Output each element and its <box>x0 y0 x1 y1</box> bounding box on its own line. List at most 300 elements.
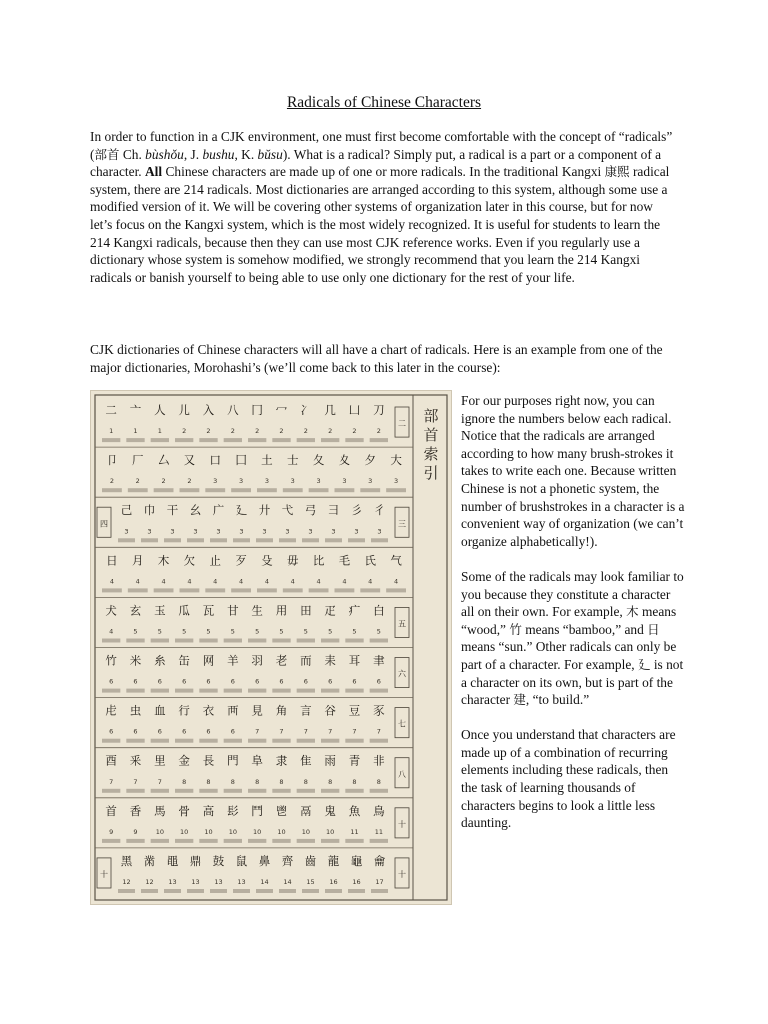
text-run: In order to function in a CJK environment, one must first become comfortable with the concept of “radicals” ( <box>90 129 673 162</box>
stroke-count: 8 <box>376 777 381 786</box>
stroke-count: 8 <box>255 777 260 786</box>
page-ref-smudge <box>297 839 315 843</box>
stroke-count: 6 <box>109 727 114 736</box>
stroke-count: 3 <box>290 477 295 486</box>
radical-glyph: 歹 <box>235 553 247 568</box>
radical-glyph: 瓦 <box>202 603 215 618</box>
radical-glyph: 人 <box>154 403 166 417</box>
stroke-count: 10 <box>253 827 262 836</box>
stroke-count: 7 <box>328 727 333 736</box>
radical-glyph: 豕 <box>373 703 385 718</box>
radical-glyph: 干 <box>166 503 179 518</box>
page-ref-smudge <box>175 689 193 693</box>
stroke-count: 5 <box>279 627 284 636</box>
text-run: means “bamboo,” and <box>521 621 648 637</box>
radical-glyph: 糸 <box>154 653 166 668</box>
page-ref-smudge <box>199 689 217 693</box>
page-ref-smudge <box>151 689 169 693</box>
stroke-count: 6 <box>206 727 211 736</box>
stroke-count: 6 <box>157 727 162 736</box>
page-ref-smudge <box>297 639 315 643</box>
stroke-count: 2 <box>279 427 284 436</box>
stroke-count: 13 <box>214 878 223 886</box>
radical-glyph: 冖 <box>275 403 288 417</box>
page-ref-smudge <box>248 839 266 843</box>
radical-glyph: 夊 <box>338 453 351 468</box>
radical-glyph: 己 <box>120 503 133 518</box>
side-column <box>461 392 687 849</box>
stroke-marker-label: 八 <box>398 769 406 779</box>
page-ref-smudge <box>164 889 181 893</box>
radical-glyph: 卩 <box>106 453 118 468</box>
page-ref-smudge <box>151 739 169 743</box>
intro-paragraph <box>90 128 678 286</box>
stroke-count: 10 <box>277 827 286 836</box>
radical-glyph: 玄 <box>129 603 142 618</box>
page-ref-smudge <box>297 739 315 743</box>
page-ref-smudge <box>248 438 266 442</box>
sun-char: 日 <box>647 621 660 637</box>
radical-glyph: 瓜 <box>178 603 190 618</box>
stroke-count: 3 <box>170 527 175 536</box>
radical-glyph: 鬼 <box>324 803 336 818</box>
radical-glyph: 羽 <box>251 653 263 668</box>
radical-glyph: 田 <box>300 603 312 618</box>
radical-glyph: 老 <box>275 653 288 668</box>
radical-glyph: 酉 <box>105 753 117 768</box>
text-run: Ch. <box>119 146 146 162</box>
radical-glyph: 鼎 <box>189 853 202 868</box>
stroke-count: 4 <box>394 577 399 586</box>
radical-glyph: 八 <box>227 403 239 417</box>
radical-glyph: 聿 <box>373 653 385 668</box>
stroke-count: 5 <box>303 627 308 636</box>
stroke-count: 8 <box>206 777 211 786</box>
page-ref-smudge <box>279 538 296 542</box>
stroke-count: 13 <box>237 878 246 886</box>
stroke-count: 3 <box>285 527 290 536</box>
stroke-count: 9 <box>109 827 114 836</box>
page-ref-smudge <box>302 538 319 542</box>
radical-glyph: 耒 <box>324 653 336 668</box>
build-char: 建 <box>513 692 526 708</box>
page-ref-smudge <box>224 438 242 442</box>
radical-glyph: 几 <box>324 403 336 417</box>
radical-glyph: 米 <box>129 653 142 668</box>
page-ref-smudge <box>151 438 169 442</box>
page-ref-smudge <box>370 839 388 843</box>
page-ref-smudge <box>335 488 355 492</box>
stroke-count: 12 <box>122 878 131 886</box>
page-ref-smudge <box>248 789 266 793</box>
radical-glyph: 夕 <box>364 453 376 468</box>
page-ref-smudge <box>309 588 329 592</box>
stroke-count: 3 <box>354 527 359 536</box>
stroke-marker-label: 五 <box>398 619 406 629</box>
stroke-count: 2 <box>352 427 357 436</box>
radical-glyph: 儿 <box>178 403 190 417</box>
page-ref-smudge <box>345 839 363 843</box>
page-ref-smudge <box>175 639 193 643</box>
stroke-count: 7 <box>352 727 357 736</box>
page-ref-smudge <box>199 789 217 793</box>
radical-glyph: 士 <box>287 453 299 468</box>
stroke-count: 3 <box>316 477 321 486</box>
radical-glyph: 弋 <box>281 503 294 518</box>
stroke-count: 3 <box>262 527 267 536</box>
stroke-count: 3 <box>124 527 129 536</box>
radical-glyph: 鬥 <box>251 803 263 818</box>
radical-glyph: 甘 <box>227 603 239 618</box>
page-ref-smudge <box>283 488 303 492</box>
page-ref-smudge <box>102 839 120 843</box>
text-run: , K. <box>234 146 258 162</box>
stroke-count: 5 <box>157 627 162 636</box>
radical-glyph: 亠 <box>129 403 142 417</box>
radical-glyph: 黑 <box>120 853 133 868</box>
radical-glyph: 月 <box>132 553 144 568</box>
page-ref-smudge <box>370 689 388 693</box>
radical-glyph: 行 <box>178 703 190 718</box>
radical-glyph: 疋 <box>324 603 336 618</box>
page-ref-smudge <box>272 639 290 643</box>
page-ref-smudge <box>118 538 135 542</box>
radical-glyph: 彳 <box>373 503 386 518</box>
stroke-count: 3 <box>264 477 269 486</box>
stroke-marker-label: 十 <box>398 869 406 879</box>
radical-glyph: 鼓 <box>212 853 225 868</box>
radical-glyph: 厶 <box>157 453 170 468</box>
stroke-count: 6 <box>182 677 187 686</box>
stroke-count: 6 <box>133 677 138 686</box>
stroke-marker-label: 七 <box>398 719 406 729</box>
stroke-count: 16 <box>329 878 338 886</box>
stroke-count: 4 <box>342 577 347 586</box>
page-ref-smudge <box>224 839 242 843</box>
stroke-count: 14 <box>260 878 269 886</box>
radical-glyph: 廴 <box>235 503 248 518</box>
page-ref-smudge <box>187 538 204 542</box>
chart-header-char: 引 <box>423 464 439 482</box>
stroke-count: 2 <box>187 477 192 486</box>
page-ref-smudge <box>248 639 266 643</box>
radical-glyph: 阜 <box>251 753 263 768</box>
text-run: means “wood,” <box>461 604 677 637</box>
radical-glyph: 日 <box>106 553 118 568</box>
stroke-count: 2 <box>255 427 260 436</box>
stroke-count: 6 <box>206 677 211 686</box>
stroke-count: 8 <box>303 777 308 786</box>
stroke-count: 17 <box>375 878 384 886</box>
stroke-count: 2 <box>376 427 381 436</box>
radical-glyph: 見 <box>251 703 263 718</box>
page-ref-smudge <box>370 789 388 793</box>
radical-glyph: 高 <box>202 803 215 818</box>
stroke-marker-label: 六 <box>398 669 406 679</box>
stroke-count: 10 <box>326 827 335 836</box>
radical-glyph: 氏 <box>364 553 376 568</box>
radical-glyph: 生 <box>251 603 263 618</box>
stroke-count: 2 <box>109 477 114 486</box>
stroke-count: 2 <box>328 427 333 436</box>
stroke-count: 9 <box>133 827 138 836</box>
stroke-count: 6 <box>255 677 260 686</box>
radical-glyph: 骨 <box>178 803 190 818</box>
stroke-count: 6 <box>303 677 308 686</box>
stroke-marker-label: 二 <box>398 419 406 429</box>
radical-glyph: 黹 <box>143 853 156 868</box>
radical-glyph: 彡 <box>350 503 363 518</box>
radical-glyph: 門 <box>227 753 239 768</box>
stroke-count: 4 <box>316 577 321 586</box>
radical-glyph: 隹 <box>300 753 312 768</box>
page-ref-smudge <box>126 789 144 793</box>
stroke-count: 13 <box>168 878 177 886</box>
stroke-count: 5 <box>255 627 260 636</box>
stroke-count: 1 <box>157 427 162 436</box>
radical-glyph: 又 <box>183 453 196 468</box>
stroke-count: 15 <box>306 878 315 886</box>
stroke-count: 4 <box>135 577 140 586</box>
stroke-count: 6 <box>182 727 187 736</box>
stroke-count: 4 <box>290 577 295 586</box>
stroke-count: 13 <box>191 878 200 886</box>
stroke-count: 6 <box>352 677 357 686</box>
page-ref-smudge <box>175 739 193 743</box>
radical-glyph: 毋 <box>287 553 299 568</box>
radical-glyph: 囗 <box>235 453 247 468</box>
page-ref-smudge <box>335 588 355 592</box>
radical-glyph: 黽 <box>166 853 179 868</box>
page-ref-smudge <box>102 689 120 693</box>
page-ref-smudge <box>297 438 315 442</box>
page-ref-smudge <box>126 639 144 643</box>
page-ref-smudge <box>279 889 296 893</box>
radical-glyph: 里 <box>154 753 166 768</box>
text-run: means “sun.” Other radicals can only be part of a character. For example, <box>461 639 677 672</box>
page-ref-smudge <box>224 789 242 793</box>
side-paragraph-2 <box>461 568 687 709</box>
radical-glyph: 齊 <box>281 853 294 868</box>
page-ref-smudge <box>248 689 266 693</box>
stroke-count: 6 <box>157 677 162 686</box>
radical-glyph: 齒 <box>304 853 317 868</box>
radical-glyph: 魚 <box>348 803 361 818</box>
radical-glyph: 网 <box>202 653 215 668</box>
page-ref-smudge <box>370 639 388 643</box>
page-ref-smudge <box>302 889 319 893</box>
stroke-count: 6 <box>230 727 235 736</box>
chinese-term: bùshǒu <box>145 146 184 162</box>
radical-glyph: 角 <box>275 703 288 718</box>
page-ref-smudge <box>371 889 388 893</box>
radical-glyph: 彐 <box>327 503 340 518</box>
page-ref-smudge <box>386 488 406 492</box>
text-run: radical system, there are 214 radicals. Most dictionaries are arranged according to this system, although some use a modified version of it. We will be covering other systems of organization later in this course, but for now let’s focus on the Kangxi system, which is the most widely recognized. It is useful for students to learn the 214 Kangxi radicals, because then they can use most CJK reference works. Even if you regularly use a dictionary whose system is somehow modified, we strongly recommend that you learn the 214 Kangxi radicals or banish yourself to being able to use only one dictionary for the rest of your life. <box>90 164 670 285</box>
page-ref-smudge <box>205 488 225 492</box>
stroke-count: 10 <box>301 827 310 836</box>
radical-glyph: 白 <box>373 603 385 618</box>
stroke-count: 6 <box>109 677 114 686</box>
stroke-count: 4 <box>264 577 269 586</box>
page-ref-smudge <box>141 538 158 542</box>
stroke-count: 4 <box>213 577 218 586</box>
page-ref-smudge <box>360 488 380 492</box>
stroke-count: 5 <box>206 627 211 636</box>
stroke-count: 3 <box>368 477 373 486</box>
stroke-marker-label: 三 <box>398 519 406 529</box>
radical-glyph: 用 <box>275 603 288 618</box>
radical-chart-photo <box>90 390 452 905</box>
emphasis-all: All <box>145 164 163 180</box>
page-ref-smudge <box>180 588 200 592</box>
page-ref-smudge <box>371 538 388 542</box>
page-ref-smudge <box>348 538 365 542</box>
page-ref-smudge <box>297 789 315 793</box>
stroke-count: 4 <box>161 577 166 586</box>
radical-glyph: 言 <box>300 703 312 718</box>
chart-header-char: 索 <box>423 445 439 463</box>
radical-glyph: 冂 <box>251 403 263 417</box>
radical-glyph: 龠 <box>373 853 386 868</box>
stroke-count: 11 <box>350 827 359 836</box>
page-ref-smudge <box>256 538 273 542</box>
page-ref-smudge <box>321 739 339 743</box>
radical-glyph: 龍 <box>327 853 340 868</box>
page-ref-smudge <box>126 839 144 843</box>
radical-glyph: 龜 <box>350 853 363 868</box>
radical-glyph: 广 <box>212 503 225 518</box>
radical-glyph: 犬 <box>105 603 117 618</box>
page-ref-smudge <box>360 588 380 592</box>
stroke-count: 8 <box>328 777 333 786</box>
page-ref-smudge <box>118 889 135 893</box>
stroke-count: 10 <box>180 827 189 836</box>
stroke-count: 3 <box>239 527 244 536</box>
page-ref-smudge <box>151 839 169 843</box>
radical-glyph: 虫 <box>129 703 142 718</box>
page-ref-smudge <box>345 789 363 793</box>
page-ref-smudge <box>175 438 193 442</box>
stroke-count: 2 <box>303 427 308 436</box>
page-ref-smudge <box>141 889 158 893</box>
stroke-count: 6 <box>133 727 138 736</box>
radical-glyph: 髟 <box>227 803 239 818</box>
radical-glyph: 凵 <box>348 403 361 417</box>
stroke-count: 10 <box>155 827 164 836</box>
stroke-count: 5 <box>133 627 138 636</box>
radical-glyph: 夂 <box>312 453 325 468</box>
text-run: , “to build.” <box>525 692 590 708</box>
stroke-count: 2 <box>135 477 140 486</box>
page-ref-smudge <box>345 639 363 643</box>
stroke-count: 7 <box>376 727 381 736</box>
stroke-count: 5 <box>182 627 187 636</box>
radical-glyph: 廾 <box>258 503 271 518</box>
page-ref-smudge <box>126 689 144 693</box>
page-ref-smudge <box>309 488 329 492</box>
bamboo-char: 竹 <box>509 621 522 637</box>
radical-glyph: 青 <box>348 753 361 768</box>
stroke-count: 7 <box>303 727 308 736</box>
stroke-marker-label: 十 <box>398 819 406 829</box>
stroke-count: 8 <box>352 777 357 786</box>
page-ref-smudge <box>321 438 339 442</box>
stroke-count: 2 <box>230 427 235 436</box>
page-ref-smudge <box>297 689 315 693</box>
stroke-count: 10 <box>228 827 237 836</box>
stroke-count: 4 <box>187 577 192 586</box>
radical-glyph: 巾 <box>143 503 156 518</box>
document-title: Radicals of Chinese Characters <box>286 94 482 111</box>
page-ref-smudge <box>175 839 193 843</box>
page-ref-smudge <box>210 889 227 893</box>
page-ref-smudge <box>102 639 120 643</box>
radical-glyph: 疒 <box>348 603 361 618</box>
stroke-count: 5 <box>376 627 381 636</box>
page-ref-smudge <box>199 438 217 442</box>
stroke-count: 3 <box>308 527 313 536</box>
page-ref-smudge <box>224 639 242 643</box>
radical-glyph: 鼻 <box>258 853 271 868</box>
stroke-count: 10 <box>204 827 213 836</box>
radical-glyph: 厂 <box>132 453 144 468</box>
radical-glyph: 雨 <box>324 753 336 768</box>
radical-glyph: 鬲 <box>300 803 312 818</box>
radical-glyph: 羊 <box>227 653 239 668</box>
stroke-count: 6 <box>279 677 284 686</box>
page-ref-smudge <box>224 689 242 693</box>
japanese-term: bushu <box>202 146 235 162</box>
page-ref-smudge <box>224 739 242 743</box>
page-ref-smudge <box>283 588 303 592</box>
stroke-count: 1 <box>109 427 114 436</box>
stroke-count: 7 <box>255 727 260 736</box>
radical-glyph: 襾 <box>227 703 239 718</box>
radical-glyph: 土 <box>261 453 273 468</box>
page-ref-smudge <box>321 839 339 843</box>
stroke-marker-label: 十 <box>100 869 108 879</box>
stroke-count: 4 <box>368 577 373 586</box>
text-run: Some of the radicals may look familiar to you because they constitute a character all on their own. For example, <box>461 568 684 620</box>
stroke-count: 3 <box>216 527 221 536</box>
radical-glyph: 長 <box>202 753 215 768</box>
page-ref-smudge <box>128 488 148 492</box>
stroke-count: 6 <box>376 677 381 686</box>
radical-glyph: 首 <box>105 803 117 818</box>
stroke-count: 4 <box>109 627 114 636</box>
stroke-count: 3 <box>342 477 347 486</box>
page-ref-smudge <box>102 789 120 793</box>
stroke-count: 12 <box>145 878 154 886</box>
side-paragraph-3: Once you understand that characters are made up of a combination of recurring elements including these radicals, then the task of learning thousands of characters begins to look a little less daunting. <box>461 727 676 831</box>
radical-glyph: 二 <box>105 403 117 417</box>
stroke-count: 3 <box>213 477 218 486</box>
stroke-count: 3 <box>239 477 244 486</box>
radical-glyph: 欠 <box>183 553 196 568</box>
page-ref-smudge <box>102 588 122 592</box>
radical-glyph: 釆 <box>129 753 142 768</box>
page-ref-smudge <box>102 488 122 492</box>
page-ref-smudge <box>180 488 200 492</box>
radical-glyph: 缶 <box>178 653 190 668</box>
page-ref-smudge <box>321 789 339 793</box>
page-ref-smudge <box>151 639 169 643</box>
chart-header-char: 部 <box>423 407 439 425</box>
page-ref-smudge <box>386 588 406 592</box>
stroke-count: 4 <box>109 577 114 586</box>
stroke-count: 1 <box>133 427 138 436</box>
